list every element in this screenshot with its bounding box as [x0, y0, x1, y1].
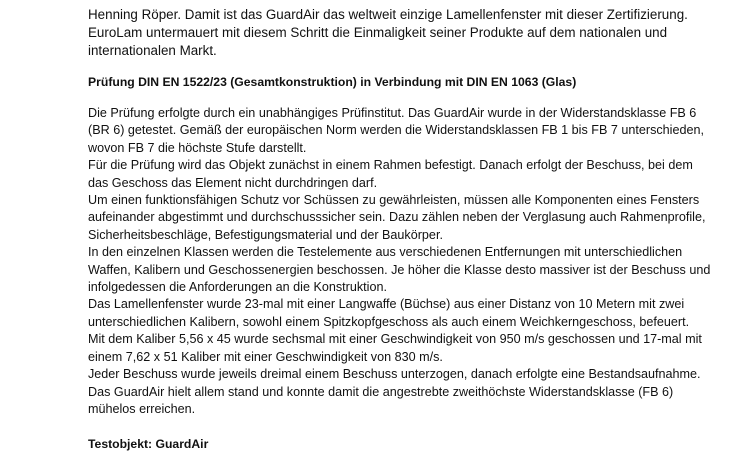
body-line: einem 7,62 x 51 Kaliber mit einer Geschwindigkeit von 830 m/s. [88, 349, 443, 364]
body-paragraph [88, 105, 740, 418]
body-line: Mit dem Kaliber 5,56 x 45 wurde sechsmal mit einer Geschwindigkeit von 950 m/s geschossen und 17-mal mit [88, 332, 702, 347]
body-line: das Geschoss das Element nicht durchdringen darf. [88, 175, 378, 190]
body-line: (BR 6) getestet. Gemäß der europäischen Norm werden die Widerstandsklassen FB 1 bis FB 7 unterschieden, [88, 123, 704, 138]
body-line: Die Prüfung erfolgte durch ein unabhängiges Prüfinstitut. Das GuardAir wurde in der Widerstandsklasse FB 6 [88, 106, 697, 120]
body-line: infolgedessen die Anforderungen an die Konstruktion. [88, 280, 387, 295]
body-line: aufeinander abgestimmt und durchschusssicher sein. Dazu zählen neben der Verglasung auch Rahmenprofile, [88, 210, 706, 225]
body-line: mühelos erreichen. [88, 401, 196, 416]
intro-paragraph [88, 6, 740, 60]
body-line: Für die Prüfung wird das Objekt zunächst in einem Rahmen befestigt. Danach erfolgt der Beschuss, bei dem [88, 158, 693, 173]
intro-line: internationalen Markt. [88, 43, 217, 58]
body-line: wovon FB 7 die höchste Stufe darstellt. [88, 140, 307, 155]
test-object-heading: Testobjekt: GuardAir [88, 437, 209, 452]
body-line: Waffen, Kalibern und Geschossenergien beschossen. Je höher die Klasse desto massiver ist der Beschuss und [88, 262, 711, 277]
body-line: unterschiedlichen Kalibern, sowohl einem Spitzkopfgeschoss als auch einem Weichkerngeschoss, befeuert. [88, 314, 690, 329]
body-line: Das GuardAir hielt allem stand und konnte damit die angestrebte zweithöchste Widerstandsklasse (FB 6) [88, 384, 674, 399]
intro-line: Henning Röper. Damit ist das GuardAir das weltweit einzige Lamellenfenster mit dieser Zertifizierung. [88, 7, 688, 22]
body-line: Sicherheitsbeschläge, Befestigungsmaterial und der Baukörper. [88, 227, 443, 242]
body-line: Jeder Beschuss wurde jeweils dreimal einem Beschuss unterzogen, danach erfolgte eine Bestandsaufnahme. [88, 367, 701, 382]
intro-line: EuroLam untermauert mit diesem Schritt die Einmaligkeit seiner Produkte auf dem nationalen und [88, 25, 668, 40]
body-line: Das Lamellenfenster wurde 23-mal mit einer Langwaffe (Büchse) aus einer Distanz von 10 Metern mit zwei [88, 297, 685, 312]
section-heading: Prüfung DIN EN 1522/23 (Gesamtkonstruktion) in Verbindung mit DIN EN 1063 (Glas) [88, 75, 577, 89]
body-line: In den einzelnen Klassen werden die Testelemente aus verschiedenen Entfernungen mit unterschiedlichen [88, 245, 683, 260]
body-line: Um einen funktionsfähigen Schutz vor Schüssen zu gewährleisten, müssen alle Komponenten eines Fensters [88, 193, 700, 208]
document-page [88, 6, 740, 453]
